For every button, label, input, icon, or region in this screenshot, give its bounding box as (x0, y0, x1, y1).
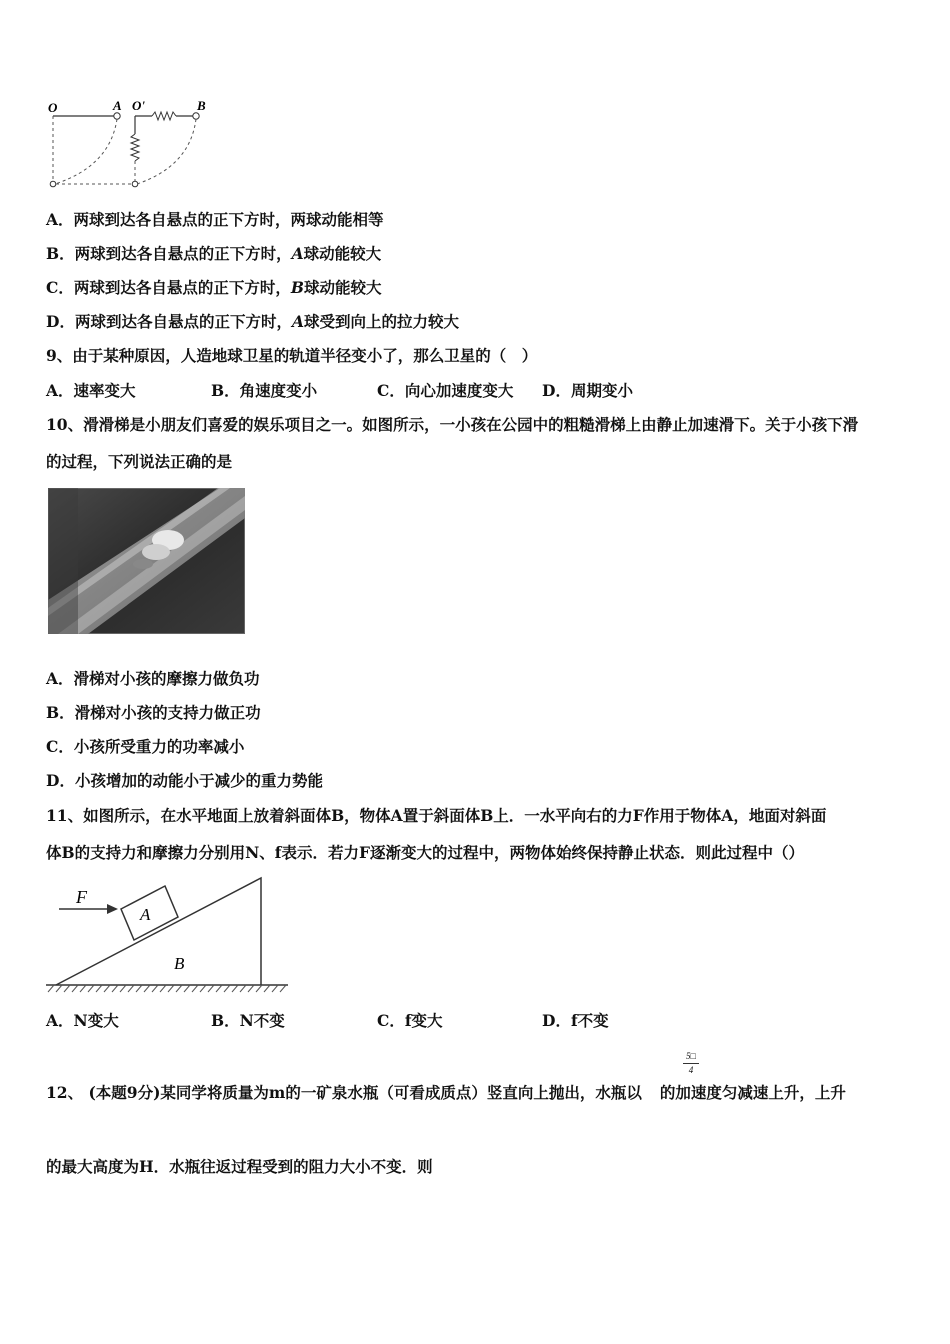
q11-option-c: C．f变大 (377, 1011, 443, 1030)
q8-option-b-tail: 球动能较大 (303, 244, 382, 263)
q8-option-d (46, 312, 459, 332)
q8-option-b (46, 244, 381, 264)
label-o-prime: O' (132, 98, 145, 113)
q9-option-d: D．周期变小 (542, 381, 633, 400)
label-b: B (197, 98, 206, 113)
q11-stem-line-2: 体B的支持力和摩擦力分别用N、f表示．若力F逐渐变大的过程中，两物体始终保持静止状态．则此过程中（） (46, 843, 804, 862)
q8-option-b-lead: B．两球到达各自悬点的正下方时， (46, 244, 292, 263)
q12-fraction (681, 1051, 701, 1076)
q8-option-c-em: B (290, 278, 304, 297)
q8-option-c-lead: C．两球到达各自悬点的正下方时， (46, 278, 291, 297)
q9-option-a: A．速率变大 (46, 381, 136, 400)
q8-option-b-em: A (291, 244, 304, 263)
label-a: A (113, 98, 122, 113)
q12-fraction-numerator: 5□ (686, 1051, 696, 1061)
pendulum-figure (40, 96, 220, 196)
q8-option-c-tail: 球动能较大 (303, 278, 382, 297)
q10-stem-line-1: 10、滑滑梯是小朋友们喜爱的娱乐项目之一。如图所示，一小孩在公园中的粗糙滑梯上由静止加速滑下。关于小孩下滑 (46, 415, 859, 434)
q11-option-a: A．N变大 (46, 1011, 119, 1030)
q9-option-b: B．角速度变小 (211, 381, 318, 400)
slide-photo (48, 488, 245, 634)
q8-option-d-em: A (291, 312, 304, 331)
q8-option-a-text: A．两球到达各自悬点的正下方时，两球动能相等 (46, 210, 384, 229)
q10-option-c: C．小孩所受重力的功率减小 (46, 737, 245, 756)
q8-option-d-lead: D．两球到达各自悬点的正下方时， (46, 312, 292, 331)
q12-stem-line-1 (46, 1083, 846, 1103)
q9-stem: 9、由于某种原因，人造地球卫星的轨道半径变小了，那么卫星的（ ） (46, 346, 538, 365)
label-a: A (140, 905, 151, 924)
q8-option-a (46, 210, 384, 230)
q12-fraction-denominator: 4 (688, 1065, 694, 1075)
q11-stem-line-1: 11、如图所示，在水平地面上放着斜面体B，物体A置于斜面体B上．一水平向右的力F作用于物体A，地面对斜面 (46, 806, 827, 825)
label-f: F (76, 887, 87, 907)
q8-option-c (46, 278, 381, 298)
q10-option-b: B．滑梯对小孩的支持力做正功 (46, 703, 261, 722)
q9-option-c: C．向心加速度变大 (377, 381, 514, 400)
q12-stem-part-2: 的加速度匀减速上升，上升 (659, 1083, 846, 1102)
q10-option-d: D．小孩增加的动能小于减少的重力势能 (46, 771, 323, 790)
incline-figure (44, 874, 294, 998)
q8-option-d-tail: 球受到向上的拉力较大 (303, 312, 459, 331)
q10-option-a: A．滑梯对小孩的摩擦力做负功 (46, 669, 260, 688)
q10-stem-line-2: 的过程，下列说法正确的是 (46, 452, 233, 471)
q12-stem-line-2: 的最大高度为H．水瓶往返过程受到的阻力大小不变．则 (46, 1157, 433, 1176)
q11-option-b: B．N不变 (211, 1011, 285, 1030)
label-b: B (174, 954, 185, 973)
q12-stem-part-1: 12、 (本题9分)某同学将质量为m的一矿泉水瓶（可看成质点）竖直向上抛出，水瓶以 (46, 1083, 642, 1102)
label-o: O (48, 100, 58, 115)
q11-option-d: D．f不变 (542, 1011, 609, 1030)
